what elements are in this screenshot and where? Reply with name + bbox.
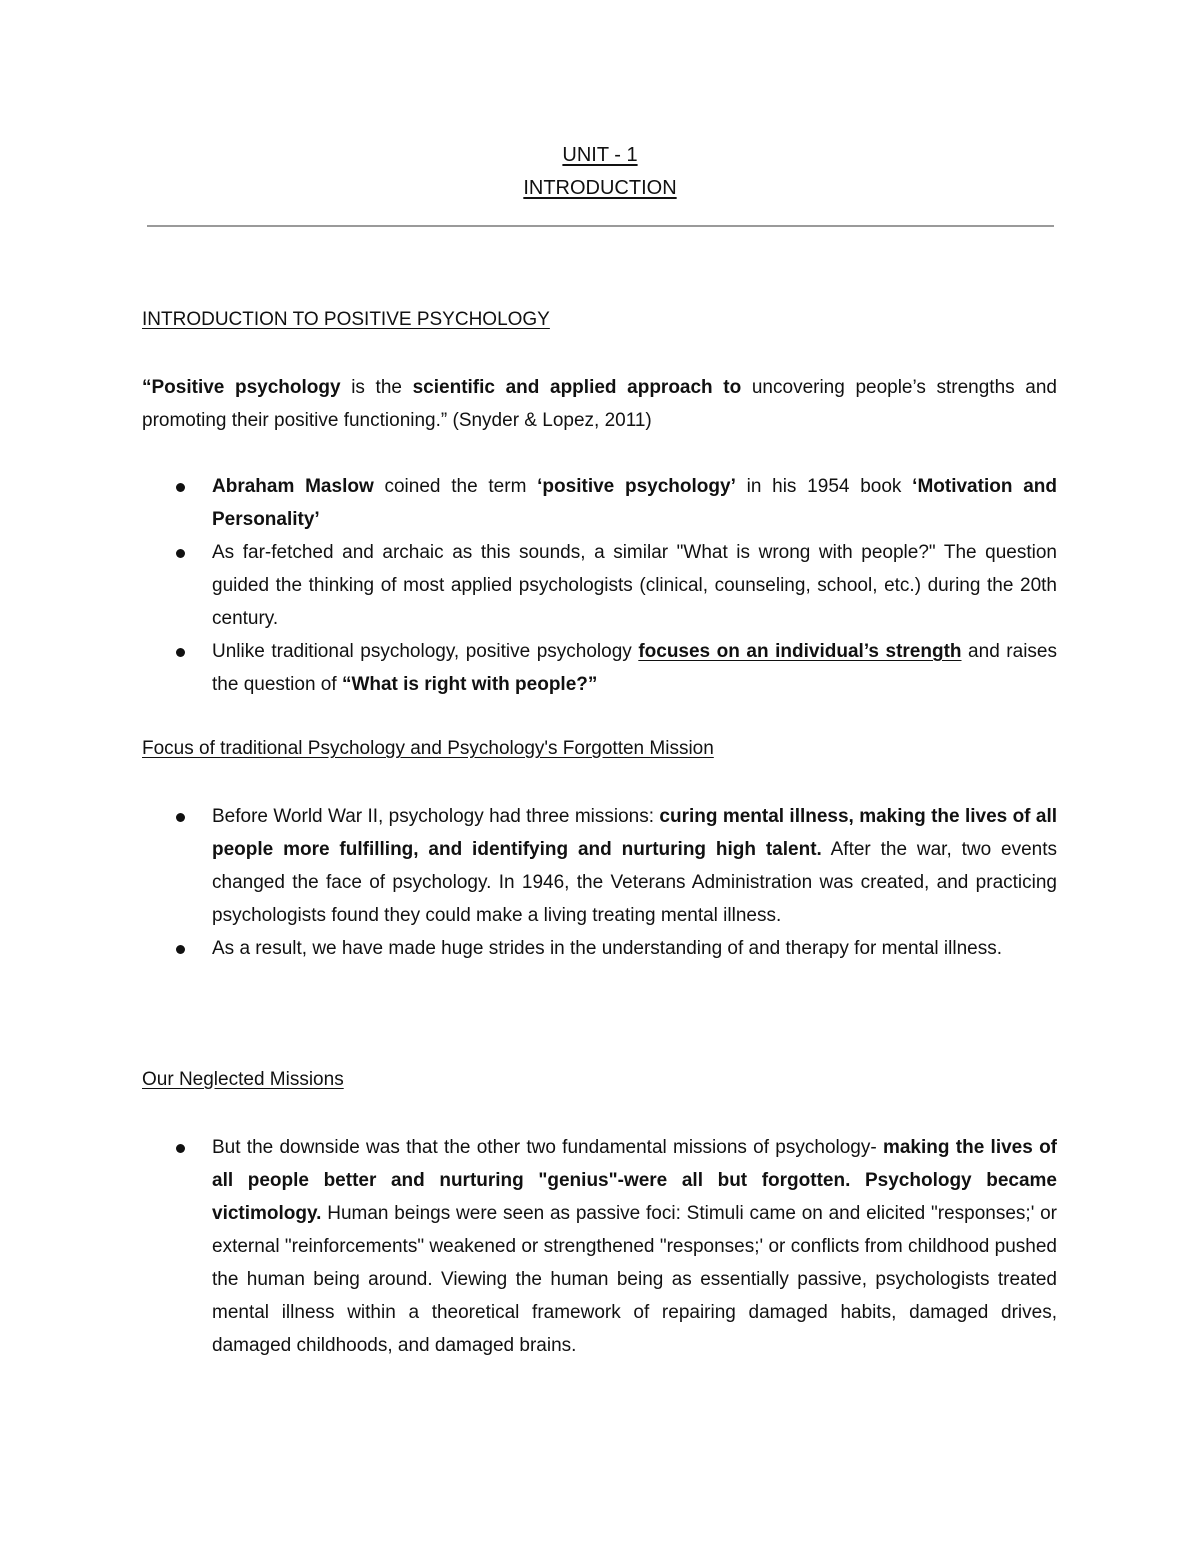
list-item [212, 1131, 1057, 1362]
term-positive-psychology: ‘positive psychology’ [537, 476, 736, 497]
bullet-icon [176, 813, 185, 822]
bullet-icon [176, 549, 185, 558]
bullet-icon [176, 1144, 185, 1153]
horizontal-rule [147, 225, 1054, 227]
text-run: After the war, two events changed the face of psychology. In 1946, the Veterans Administration was created, and practicing psychologists found they could make a living treating mental illness. [212, 839, 1057, 926]
list-item [212, 635, 1057, 701]
list-item [212, 470, 1057, 536]
section-heading-forgotten-mission: Focus of traditional Psychology and Psychology's Forgotten Mission [142, 738, 714, 759]
text-run: But the downside was that the other two fundamental missions of psychology- [212, 1137, 883, 1158]
question-phrase: “What is right with people?” [341, 674, 598, 695]
definition-paragraph [142, 371, 1057, 437]
text-run: coined the term [373, 476, 538, 497]
bullet-icon [176, 483, 185, 492]
list-item [212, 536, 1057, 635]
list-item [212, 800, 1057, 932]
focus-phrase: focuses on an individual’s strength [638, 641, 962, 662]
bullet-list-section3 [212, 1131, 1057, 1362]
bullet-text: As far-fetched and archaic as this sounds, a similar "What is wrong with people?" The question guided the thinking of most applied psychologists (clinical, counseling, school, etc.) during the 20th century. [212, 542, 1057, 629]
definition-approach: scientific and applied approach to [412, 377, 742, 398]
chapter-title: INTRODUCTION [523, 177, 677, 199]
section-heading-neglected-missions: Our Neglected Missions [142, 1069, 344, 1090]
bullet-icon [176, 945, 185, 954]
definition-connector: is the [340, 377, 413, 398]
list-item [212, 932, 1057, 965]
definition-term: Positive psychology [151, 377, 341, 398]
bullet-list-section2 [212, 800, 1057, 965]
book-title: ‘Motivation and Personality’ [212, 476, 1057, 530]
bullet-icon [176, 648, 185, 657]
text-run: in his 1954 book [735, 476, 913, 497]
three-missions: curing mental illness, making the lives of all people more fulfilling, and identifying and nurturing high talent. [212, 806, 1058, 860]
text-run: and raises the question of [212, 641, 1057, 695]
section-heading-positive-psychology: INTRODUCTION TO POSITIVE PSYCHOLOGY [142, 309, 550, 330]
neglected-missions-bold: making the lives of all people better and nurturing "genius"-were all but forgotten. Psychology became victimology. [212, 1137, 1057, 1224]
text-run: Human beings were seen as passive foci: Stimuli came on and elicited "responses;' or external "reinforcements" weakened or strengthened "responses;' or conflicts from childhood pushed the human being around. Viewing the human being as essentially passive, psychologists treated mental illness within a theoretical framework of repairing damaged habits, damaged drives, damaged childhoods, and damaged brains. [212, 1203, 1057, 1356]
definition-rest: uncovering people’s strengths and promoting their positive functioning.” (Snyder & Lopez, 2011) [142, 377, 1057, 431]
text-run: Before World War II, psychology had three missions: [212, 806, 660, 827]
unit-title: UNIT - 1 [562, 144, 638, 166]
maslow-name: Abraham Maslow [212, 476, 374, 497]
bullet-text: As a result, we have made huge strides in the understanding of and therapy for mental illness. [212, 938, 1003, 959]
quote-open: “ [142, 377, 152, 398]
text-run: Unlike traditional psychology, positive psychology [212, 641, 639, 662]
bullet-list-section1 [212, 470, 1057, 701]
